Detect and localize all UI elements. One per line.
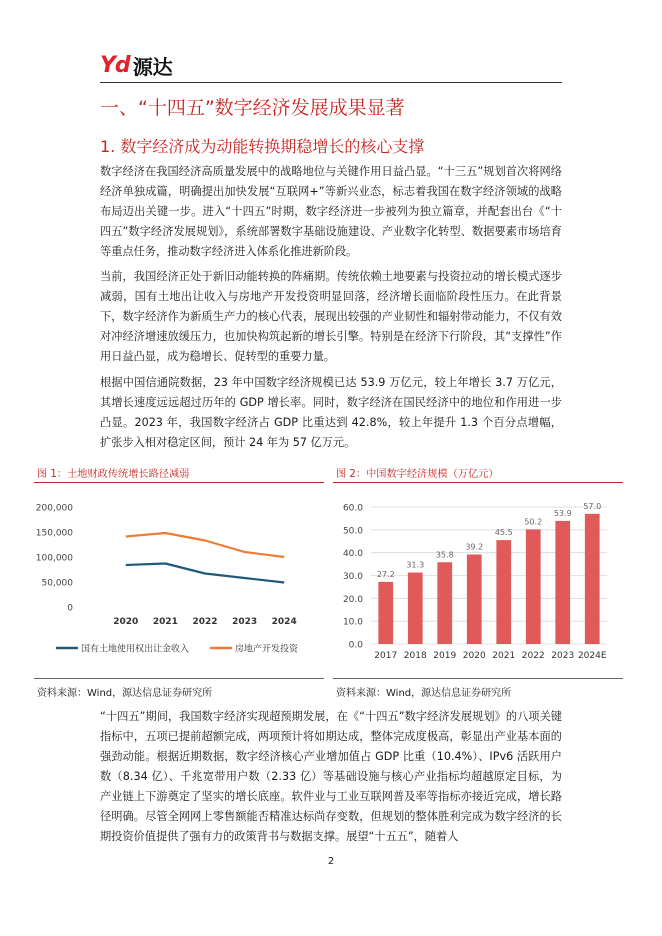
y-tick-label: 30.0 (342, 572, 363, 582)
bar (555, 521, 570, 644)
x-tick-label: 2019 (433, 651, 457, 661)
figure-2-title: 图 2：中国数字经济规模（万亿元） (336, 469, 499, 480)
x-tick-label: 2017 (374, 651, 398, 661)
y-tick-label: 60.0 (342, 503, 363, 514)
y-tick-label: 10.0 (342, 617, 363, 628)
y-tick-label: 40.0 (342, 549, 363, 560)
x-tick-label: 2020 (462, 651, 486, 661)
bar (585, 514, 600, 644)
header-divider (100, 82, 562, 83)
bar (526, 529, 541, 644)
legend-label-2: 房地产开发投资 (235, 644, 299, 655)
series-line-1 (126, 564, 284, 583)
paragraph-3: 根据中国信通院数据，23 年中国数字经济规模已达 53.9 万亿元，较上年增长 3.7 万亿元，其增长速度远远超过历年的 GDP 增长率。同时，数字经济在国民经济中的地位和作用进一步凸显。2023 年，我国数字经济占 GDP 比重达到 42.8%，较上年提升 1.3 个百分点增幅，扩张步入相对稳定区间，预计 24 年为 57 亿万元。 (100, 376, 562, 449)
figure-2-title-rule (333, 482, 623, 483)
data-label: 57.0 (583, 501, 602, 511)
x-tick-label: 2023 (232, 617, 258, 627)
data-label: 31.3 (406, 560, 425, 570)
y-tick-label: 150,000 (35, 528, 73, 539)
figure-1-source-rule (34, 678, 324, 679)
bar (378, 582, 393, 644)
y-tick-label: 200,000 (35, 503, 73, 514)
paragraph-1: 数字经济在我国经济高质量发展中的战略地位与关键作用日益凸显。“十三五”规划首次将网络经济单独成篇，明确提出加快发展“互联网+”等新兴业态，标志着我国在数字经济领域的战略布局迈出关键一步。进入“十四五”时期，数字经济进一步被列为独立篇章，并配套出台《“十四五”数字经济发展规划》，系统部署数字基础设施建设、产业数字化转型、数据要素市场培育等重点任务，推动数字经济进入体系化推进新阶段。 (100, 165, 562, 258)
bar (467, 554, 482, 644)
data-label: 45.5 (494, 528, 513, 538)
y-tick-label: 0 (67, 603, 73, 614)
series-line-2 (126, 533, 284, 557)
data-label: 27.2 (376, 569, 395, 579)
bar (496, 540, 511, 644)
section-title: 一、“十四五”数字经济发展成果显著 (100, 97, 405, 119)
bar (437, 562, 452, 644)
y-tick-label: 100,000 (35, 553, 73, 564)
data-label: 50.2 (524, 517, 543, 527)
y-tick-label: 0.0 (348, 640, 363, 651)
y-tick-label: 20.0 (342, 594, 363, 605)
y-tick-label: 50,000 (41, 578, 73, 589)
x-tick-label: 2024E (577, 651, 607, 661)
x-tick-label: 2021 (152, 617, 178, 627)
logo-mark: Yd (100, 52, 130, 78)
x-tick-label: 2021 (492, 651, 516, 661)
x-tick-label: 2020 (113, 617, 139, 627)
figure-1-title: 图 1：土地财政传统增长路径减弱 (37, 469, 190, 480)
paragraph-2: 当前，我国经济正处于新旧动能转换的阵痛期。传统依赖土地要素与投资拉动的增长模式逐步减弱，国有土地出让收入与房地产开发投资明显回落，经济增长面临阶段性压力。在此背景下，数字经济作为新质生产力的核心代表，展现出较强的产业韧性和辐射带动能力，不仅有效对冲经济增速放缓压力，也加快构筑起新的增长引擎。特别是在经济下行阶段，其“支撑性”作用日益凸显，成为稳增长、促转型的重要力量。 (100, 270, 562, 363)
land-finance-line-chart (34, 490, 324, 670)
page-number: 2 (327, 856, 335, 867)
x-tick-label: 2018 (403, 651, 427, 661)
x-tick-label: 2022 (192, 617, 218, 627)
paragraph-4: “十四五”期间，我国数字经济实现超预期发展，在《“十四五”数字经济发展规划》的八项关键指标中，五项已提前超额完成，两项预计将如期达成，整体完成度极高，彰显出产业基本面的强劲动能。根据近期数据，数字经济核心产业增加值占 GDP 比重（10.4%）、IPv6 活跃用户数（8.34 亿）、千兆宽带用户数（2.33 亿）等基础设施与核心产业指标均超越原定目标，为产业链上下游奠定了坚实的增长底座。软件业与工业互联网普及率等指标亦接近完成，增长路径明确。尽管全网网上零售额能否精准达标尚存变数，但规划的整体胜利完成为数字经济的长期投资价值提供了强有力的政策背书与数据支撑。展望“十五五”，随着人 (100, 710, 562, 843)
figure-1-source: 资料来源：Wind，源达信息证券研究所 (37, 688, 213, 699)
bar (408, 573, 423, 644)
y-tick-label: 50.0 (342, 526, 363, 537)
data-label: 35.8 (435, 550, 454, 560)
figure-1-title-rule (34, 482, 324, 483)
logo-name: 源达 (132, 54, 173, 79)
x-tick-label: 2023 (551, 651, 575, 661)
x-tick-label: 2022 (521, 651, 545, 661)
figure-2-source: 资料来源：Wind，源达信息证券研究所 (336, 688, 512, 699)
figure-2-source-rule (333, 678, 623, 679)
digital-economy-bar-chart (333, 490, 623, 670)
data-label: 53.9 (553, 508, 572, 518)
brand-logo (100, 52, 173, 78)
x-tick-label: 2024 (271, 617, 297, 627)
subsection-title: 1. 数字经济成为动能转换期稳增长的核心支撑 (100, 137, 425, 156)
data-label: 39.2 (465, 542, 484, 552)
legend-label-1: 国有土地使用权出让金收入 (81, 644, 190, 655)
